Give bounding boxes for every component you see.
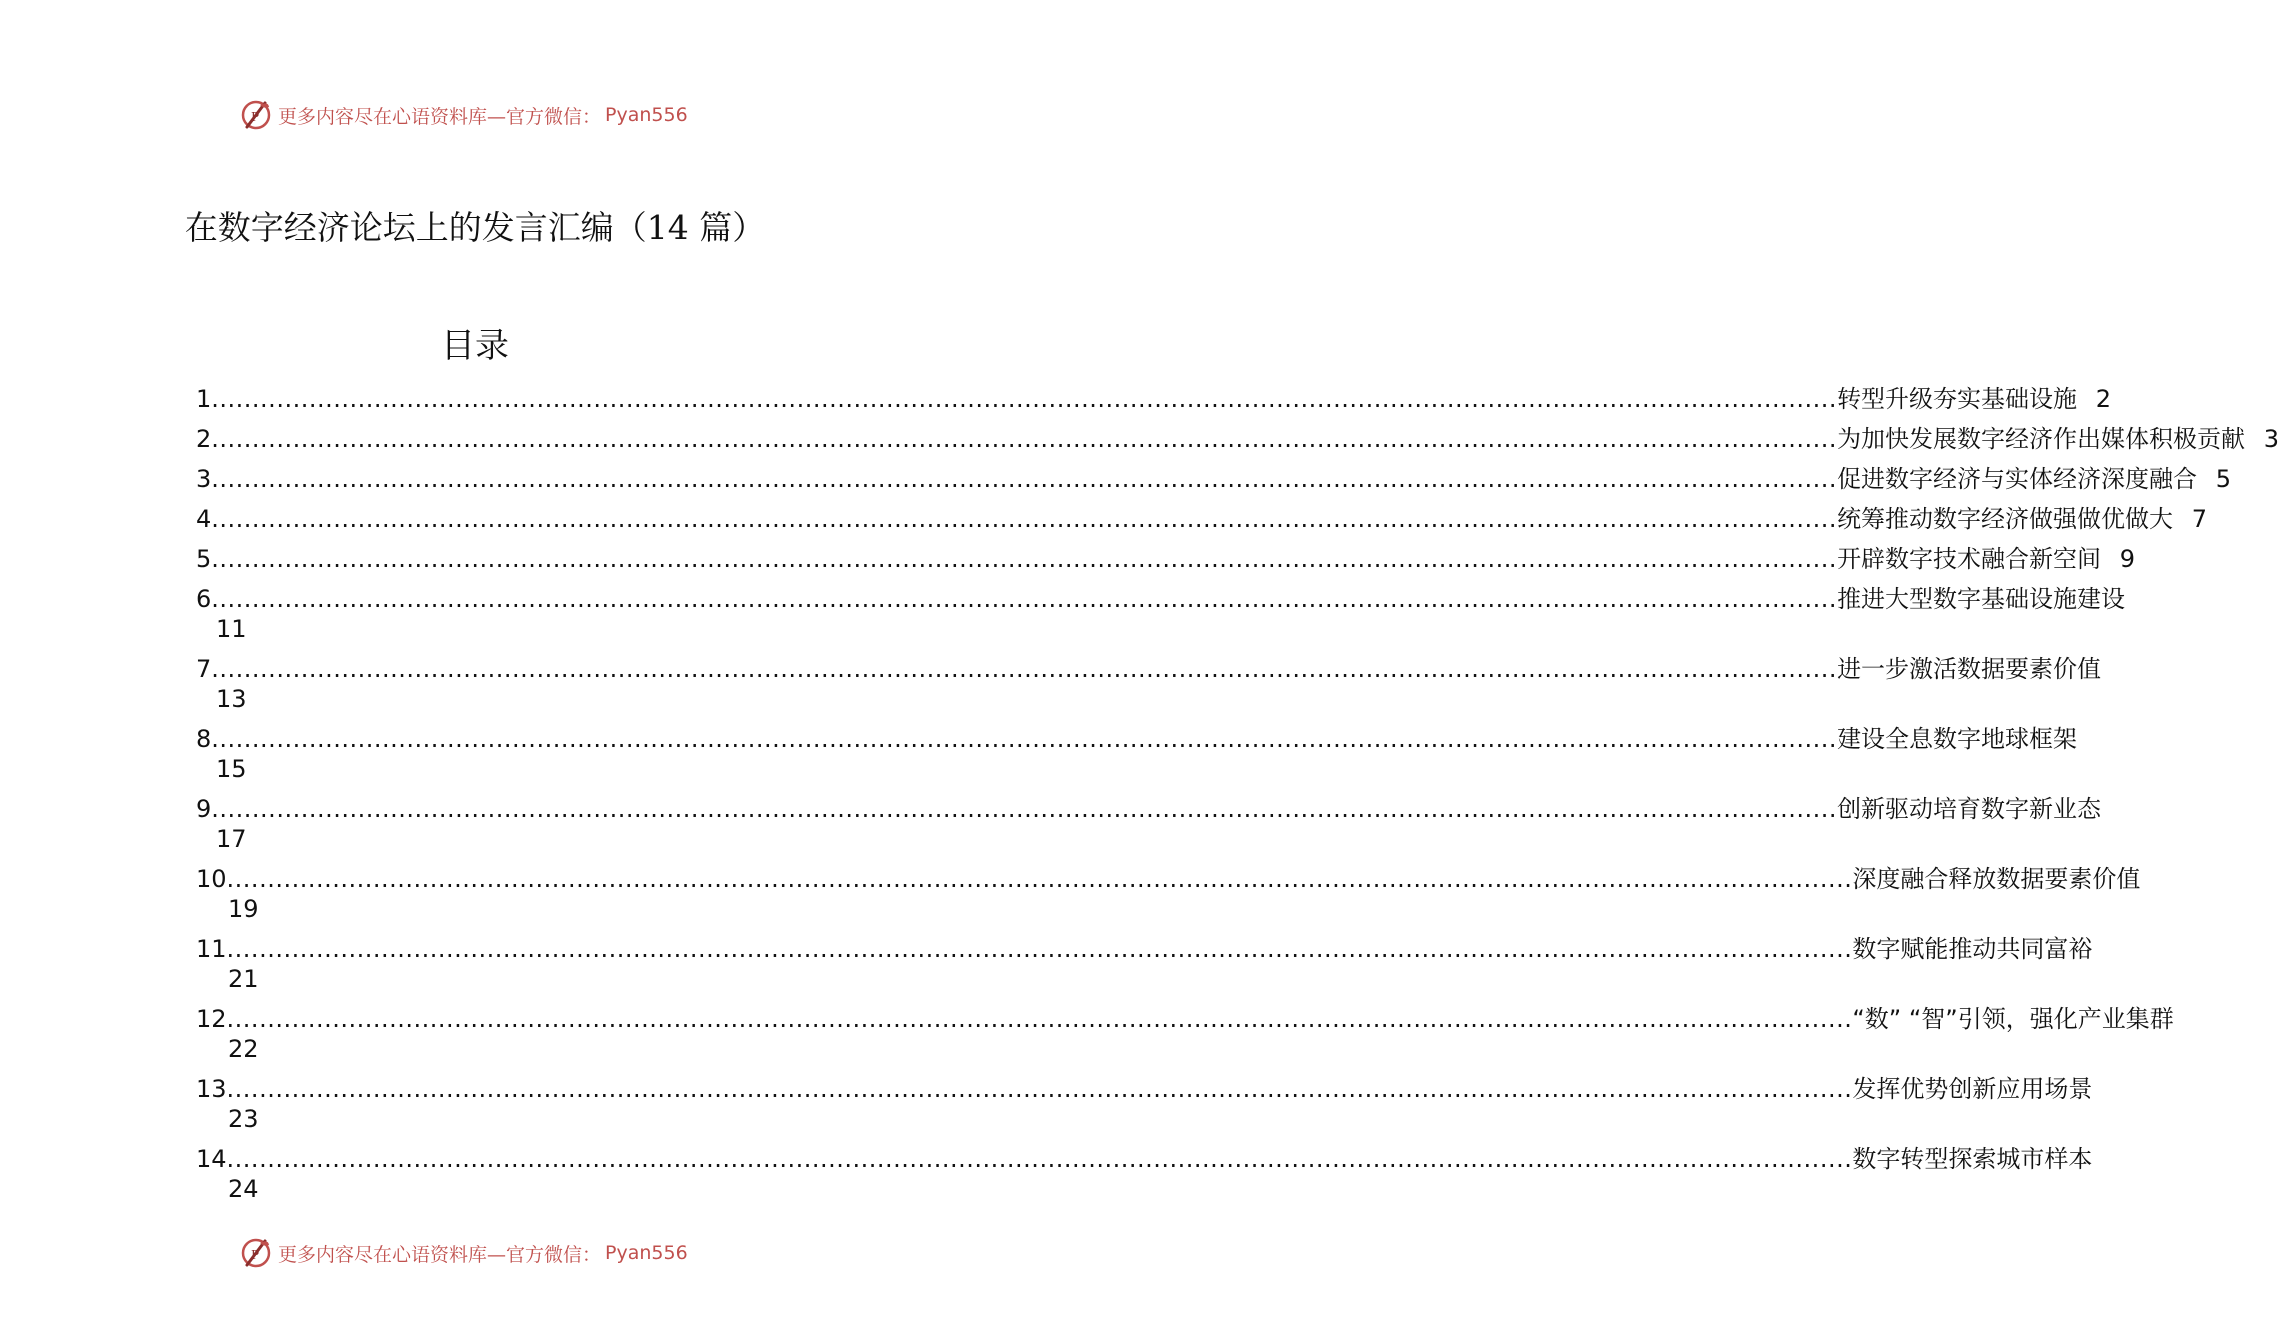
toc-entry-title: 创新驱动培育数字新业态 (1837, 795, 2102, 823)
quill-logo-icon (238, 97, 274, 133)
toc-entry[interactable] (196, 1074, 2093, 1134)
toc-leader-dots: ........................................................................................................................................................................................................ (211, 725, 1838, 753)
toc-entry-page: 17 (216, 825, 247, 853)
toc-leader-dots: ........................................................................................................................................................................................................ (226, 1005, 1853, 1033)
toc-entry[interactable] (196, 654, 2102, 714)
toc-entry-number: 9 (196, 795, 212, 823)
toc-entry-page: 23 (228, 1105, 259, 1133)
toc-entry-number: 7 (196, 655, 212, 683)
toc-entry-title: 深度融合释放数据要素价值 (1852, 865, 2141, 893)
toc-entry-number: 13 (196, 1075, 227, 1103)
table-of-contents (196, 384, 2279, 1214)
toc-entry-page: 3 (2263, 425, 2279, 453)
toc-heading: 目录 (441, 326, 509, 366)
toc-entry-number: 8 (196, 725, 212, 753)
document-title: 在数字经济论坛上的发言汇编（14 篇） (184, 208, 766, 247)
toc-entry-page: 9 (2119, 545, 2136, 573)
toc-entry-number: 5 (196, 545, 212, 573)
svg-text:P: P (251, 110, 260, 124)
toc-entry-title: 为加快发展数字经济作出媒体积极贡献 (1837, 425, 2246, 453)
toc-entry-title: 建设全息数字地球框架 (1837, 725, 2078, 753)
toc-entry-number: 12 (196, 1005, 227, 1033)
toc-leader-dots: ........................................................................................................................................................................................................ (211, 505, 1838, 533)
toc-entry-page: 7 (2191, 505, 2208, 533)
toc-entry[interactable] (196, 544, 2136, 574)
toc-leader-dots: ........................................................................................................................................................................................................ (226, 1145, 1853, 1173)
toc-entry-number: 6 (196, 585, 212, 613)
toc-leader-dots: ........................................................................................................................................................................................................ (226, 1075, 1853, 1103)
toc-leader-dots: ........................................................................................................................................................................................................ (226, 935, 1853, 963)
toc-entry[interactable] (196, 464, 2232, 494)
toc-entry-number: 14 (196, 1145, 227, 1173)
toc-entry[interactable] (196, 584, 2126, 644)
toc-entry-title: 数字赋能推动共同富裕 (1852, 935, 2093, 963)
toc-leader-dots: ........................................................................................................................................................................................................ (211, 655, 1838, 683)
svg-text:P: P (251, 1248, 260, 1262)
toc-entry-title: 数字转型探索城市样本 (1852, 1145, 2093, 1173)
watermark-text: 更多内容尽在心语资料库—官方微信： (278, 105, 602, 128)
toc-leader-dots: ........................................................................................................................................................................................................ (211, 425, 1838, 453)
watermark-wechat-id: Pyan556 (605, 104, 688, 126)
toc-entry-page: 22 (228, 1035, 259, 1063)
watermark-text: 更多内容尽在心语资料库—官方微信： (278, 1243, 602, 1266)
toc-entry[interactable] (196, 724, 2078, 784)
toc-entry-number: 10 (196, 865, 227, 893)
toc-entry-title: 开辟数字技术融合新空间 (1837, 545, 2102, 573)
toc-entry[interactable] (196, 424, 2279, 454)
toc-entry[interactable] (196, 934, 2093, 994)
toc-entry-page: 5 (2215, 465, 2232, 493)
toc-entry-page: 2 (2095, 385, 2112, 413)
toc-entry-title: 促进数字经济与实体经济深度融合 (1837, 465, 2198, 493)
watermark-wechat-id: Pyan556 (605, 1242, 688, 1264)
toc-entry-number: 2 (196, 425, 212, 453)
toc-entry-page: 15 (216, 755, 247, 783)
toc-entry[interactable] (196, 1004, 2174, 1064)
toc-entry-title: 发挥优势创新应用场景 (1852, 1075, 2093, 1103)
toc-entry-number: 1 (196, 385, 212, 413)
watermark-header (238, 95, 758, 135)
toc-entry-page: 11 (216, 615, 247, 643)
toc-entry[interactable] (196, 384, 2112, 414)
toc-entry-title: 统筹推动数字经济做强做优做大 (1837, 505, 2174, 533)
toc-leader-dots: ........................................................................................................................................................................................................ (226, 865, 1853, 893)
toc-entry-title: “数” “智”引领，强化产业集群 (1852, 1005, 2174, 1033)
toc-entry-number: 11 (196, 935, 227, 963)
toc-entry-title: 转型升级夯实基础设施 (1837, 385, 2078, 413)
toc-entry[interactable] (196, 794, 2102, 854)
toc-entry-page: 19 (228, 895, 259, 923)
toc-entry-number: 3 (196, 465, 212, 493)
toc-leader-dots: ........................................................................................................................................................................................................ (211, 465, 1838, 493)
toc-leader-dots: ........................................................................................................................................................................................................ (211, 545, 1838, 573)
toc-entry-title: 推进大型数字基础设施建设 (1837, 585, 2126, 613)
toc-entry-title: 进一步激活数据要素价值 (1837, 655, 2102, 683)
toc-entry[interactable] (196, 1144, 2093, 1204)
toc-leader-dots: ........................................................................................................................................................................................................ (211, 585, 1838, 613)
toc-entry-number: 4 (196, 505, 212, 533)
toc-leader-dots: ........................................................................................................................................................................................................ (211, 795, 1838, 823)
toc-entry[interactable] (196, 504, 2208, 534)
toc-entry-page: 21 (228, 965, 259, 993)
quill-logo-icon (238, 1235, 274, 1271)
toc-entry[interactable] (196, 864, 2141, 924)
toc-entry-page: 24 (228, 1175, 259, 1203)
toc-entry-page: 13 (216, 685, 247, 713)
toc-leader-dots: ........................................................................................................................................................................................................ (211, 385, 1838, 413)
watermark-footer (238, 1233, 758, 1273)
